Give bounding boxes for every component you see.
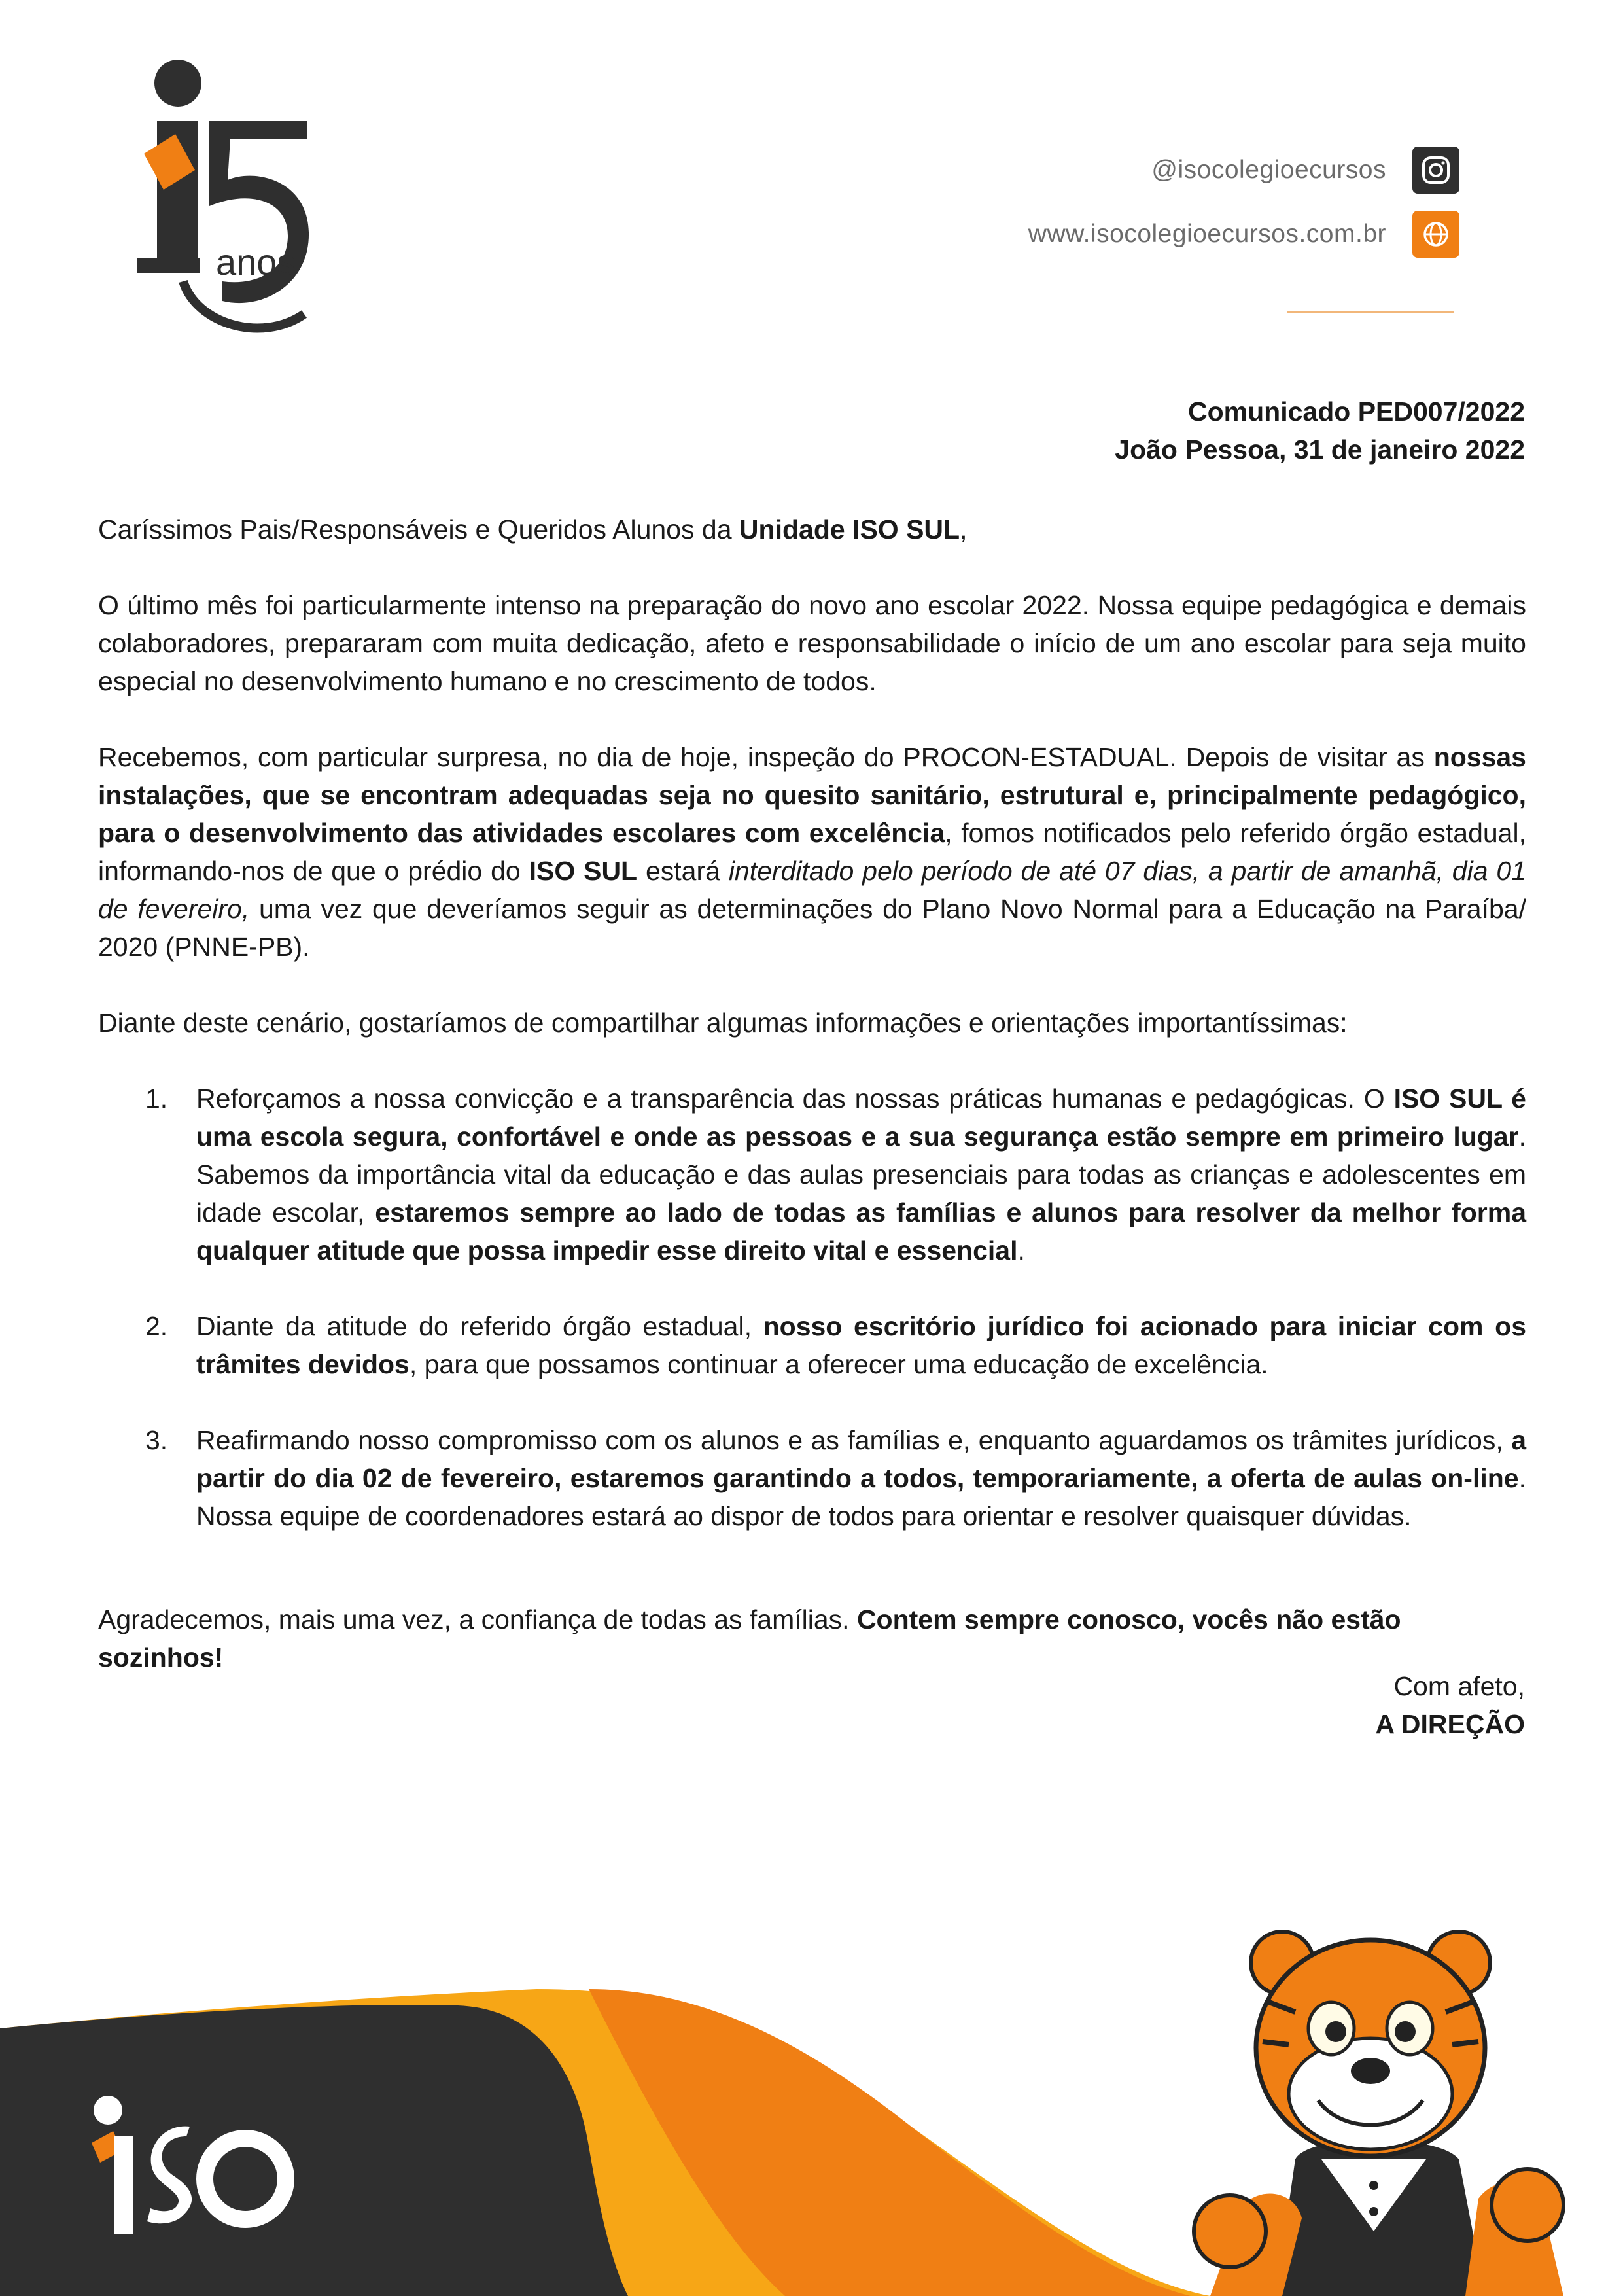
- list-item: 3. Reafirmando nosso compromisso com os alunos e as famílias e, enquanto aguardamos os trâmites jurídicos, a partir do dia 02 de fevereiro, estaremos garantindo a todos, temporariamente, a oferta de aulas on-line. Nossa equipe de coordenadores estará ao dispor de todos para orientar e resolver quaisquer dúvidas.: [98, 1421, 1526, 1535]
- paragraph-3: Diante deste cenário, gostaríamos de compartilhar algumas informações e orientações importantíssimas:: [98, 1008, 1348, 1038]
- closing-paragraph: Agradecemos, mais uma vez, a confiança de todas as famílias. Contem sempre conosco, vocês não estão sozinhos!: [98, 1604, 1401, 1672]
- letter-body: [98, 510, 1526, 1714]
- document-header: [1115, 393, 1525, 468]
- document-reference: Comunicado PED007/2022: [1188, 397, 1525, 427]
- tiger-mascot: [1171, 1924, 1577, 2296]
- list-item-number: 2.: [145, 1311, 168, 1341]
- instagram-handle[interactable]: @isocolegioecursos: [1151, 156, 1386, 184]
- paragraph-2: Recebemos, com particular surpresa, no dia de hoje, inspeção do PROCON-ESTADUAL. Depois de visitar as nossas instalações, que se encontram adequadas seja no quesito sanitário, estrutural e, principalmente pedagógico, para o desenvolvimento das atividades escolares com excelência, fomos notificados pelo referido órgão estadual, informando-nos de que o prédio do ISO SUL estará interditado pelo período de até 07 dias, a partir de amanhã, dia 01 de fevereiro, uma vez que deveríamos seguir as determinações do Plano Novo Normal para a Educação na Paraíba/ 2020 (PNNE-PB).: [98, 742, 1526, 962]
- document-place-date: João Pessoa, 31 de janeiro 2022: [1115, 434, 1525, 465]
- greeting: Caríssimos Pais/Responsáveis e Queridos Alunos da Unidade ISO SUL,: [98, 514, 968, 544]
- signoff-line: Com afeto,: [1393, 1671, 1525, 1701]
- instagram-icon[interactable]: [1412, 147, 1459, 194]
- iso-15-anos-logo: [137, 56, 334, 344]
- list-item: 2. Diante da atitude do referido órgão estadual, nosso escritório jurídico foi acionado para iniciar com os trâmites devidos, para que possamos continuar a oferecer uma educação de excelência.: [98, 1307, 1526, 1383]
- orientations-list: [98, 1080, 1526, 1535]
- list-item-number: 3.: [145, 1425, 168, 1455]
- website-row: [871, 208, 1459, 260]
- logo-anos-text: anos: [216, 241, 296, 283]
- signoff-signature: A DIREÇÃO: [1375, 1709, 1525, 1739]
- contacts-block: [871, 144, 1459, 272]
- contacts-divider: [1287, 311, 1454, 313]
- signoff: [1375, 1667, 1525, 1743]
- paragraph-1: O último mês foi particularmente intenso na preparação do novo ano escolar 2022. Nossa equipe pedagógica e demais colaboradores, prepararam com muita dedicação, afeto e responsabilidade o início de um ano escolar para seja muito especial no desenvolvimento humano e no crescimento de todos.: [98, 590, 1526, 696]
- list-item: 1. Reforçamos a nossa convicção e a transparência das nossas práticas humanas e pedagógicas. O ISO SUL é uma escola segura, confortável e onde as pessoas e a sua segurança estão sempre em primeiro lugar. Sabemos da importância vital da educação e das aulas presenciais para todas as crianças e adolescentes em idade escolar, estaremos sempre ao lado de todas as famílias e alunos para resolver da melhor forma qualquer atitude que possa impedir esse direito vital e essencial.: [98, 1080, 1526, 1269]
- website-link[interactable]: www.isocolegioecursos.com.br: [1028, 220, 1386, 248]
- iso-footer-logo: [88, 2091, 298, 2248]
- instagram-row: [871, 144, 1459, 196]
- globe-icon[interactable]: [1412, 211, 1459, 258]
- list-item-number: 1.: [145, 1084, 168, 1114]
